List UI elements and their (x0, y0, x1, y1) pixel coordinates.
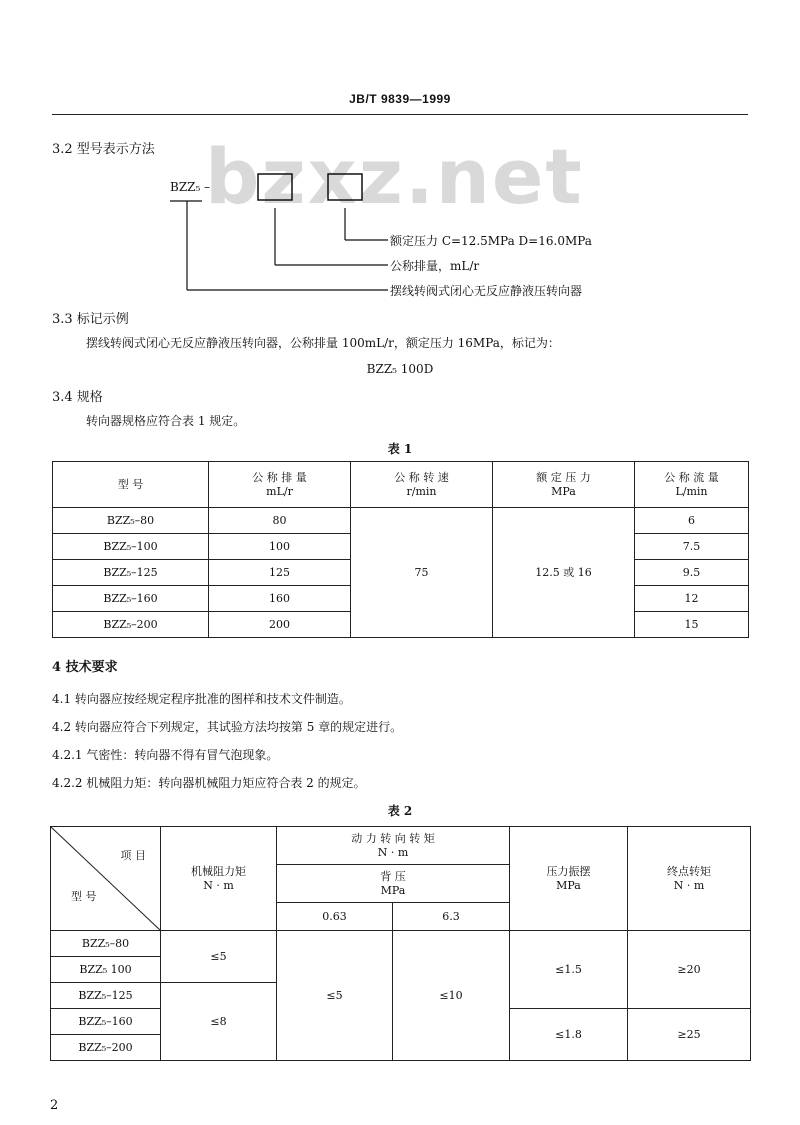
label-displacement: 公称排量，mL/r (390, 259, 480, 273)
col-header-speed: 公 称 转 速 r/min (351, 462, 493, 508)
table-row (53, 508, 749, 534)
para-4-2: 4.2 转向器应符合下列规定，其试验方法均按第 5 章的规定进行。 (52, 720, 403, 734)
flow-cell: 12 (635, 586, 749, 612)
diagonal-header-cell (51, 827, 161, 931)
col-header-end-torque: 终点转矩 N · m (628, 827, 751, 931)
flow-cell: 6 (635, 508, 749, 534)
specification-table (52, 461, 749, 638)
label-rated-pressure: 额定压力 C=12.5MPa D=16.0MPa (390, 234, 592, 248)
speed-cell: 75 (351, 508, 493, 638)
end-torque-cell: ≥25 (628, 1009, 751, 1061)
col-header-pressure-oscillation: 压力振摆 MPa (510, 827, 628, 931)
displacement-cell: 160 (209, 586, 351, 612)
pressure-cell: 12.5 或 16 (493, 508, 635, 638)
flow-cell: 9.5 (635, 560, 749, 586)
table-row (51, 931, 751, 957)
watermark: bzxz.net (205, 132, 584, 221)
displacement-cell: 80 (209, 508, 351, 534)
model-cell: BZZ₅ 100 (51, 957, 161, 983)
section-3-4-text: 转向器规格应符合表 1 规定。 (86, 414, 246, 428)
marking-example: BZZ₅ 100D (366, 362, 434, 376)
col-header-pressure: 额 定 压 力 MPa (493, 462, 635, 508)
model-code-prefix: BZZ₅ – (170, 180, 211, 194)
table-1-title: 表 1 (387, 442, 413, 456)
mech-torque-cell: ≤5 (161, 931, 277, 983)
standard-header: JB/T 9839—1999 (349, 92, 451, 106)
model-code-diagram (0, 0, 800, 300)
torque-table (50, 826, 751, 1061)
displacement-cell: 200 (209, 612, 351, 638)
section-3-4-heading: 3.4 规格 (52, 390, 103, 405)
table-2-title: 表 2 (387, 804, 413, 818)
model-cell: BZZ₅–100 (53, 534, 209, 560)
displacement-cell: 100 (209, 534, 351, 560)
col-header-displacement: 公 称 排 量 mL/r (209, 462, 351, 508)
model-cell: BZZ₅–200 (51, 1035, 161, 1061)
para-4-2-1: 4.2.1 气密性：转向器不得有冒气泡现象。 (52, 748, 279, 762)
diag-label-model: 型 号 (71, 890, 97, 904)
diag-label-item: 项 目 (120, 849, 146, 862)
flow-cell: 15 (635, 612, 749, 638)
model-cell: BZZ₅–125 (51, 983, 161, 1009)
section-3-3-heading: 3.3 标记示例 (52, 312, 129, 327)
bp-63-header: 6.3 (393, 903, 510, 931)
model-cell: BZZ₅–160 (53, 586, 209, 612)
flow-cell: 7.5 (635, 534, 749, 560)
col-header-back-pressure: 背 压 MPa (277, 865, 510, 903)
page-number: 2 (50, 1098, 59, 1113)
label-product-type: 摆线转阀式闭心无反应静液压转向器 (390, 284, 583, 298)
model-cell: BZZ₅–200 (53, 612, 209, 638)
end-torque-cell: ≥20 (628, 931, 751, 1009)
model-cell: BZZ₅–125 (53, 560, 209, 586)
model-cell: BZZ₅–160 (51, 1009, 161, 1035)
torque-063-cell: ≤5 (277, 931, 393, 1061)
col-header-power-torque: 动 力 转 向 转 矩 N · m (277, 827, 510, 865)
section-3-2-heading: 3.2 型号表示方法 (52, 142, 155, 157)
diagonal-line (51, 827, 161, 931)
section-3-3-text: 摆线转阀式闭心无反应静液压转向器，公称排量 100mL/r，额定压力 16MPa，标记为： (86, 336, 560, 350)
table-2-header-row (51, 827, 751, 865)
para-4-1: 4.1 转向器应按经规定程序批准的图样和技术文件制造。 (52, 692, 351, 706)
displacement-cell: 125 (209, 560, 351, 586)
model-cell: BZZ₅–80 (51, 931, 161, 957)
torque-63-cell: ≤10 (393, 931, 510, 1061)
col-header-mech-torque: 机械阻力矩 N · m (161, 827, 277, 931)
col-header-model: 型 号 (53, 462, 209, 508)
pressure-osc-cell: ≤1.8 (510, 1009, 628, 1061)
para-4-2-2: 4.2.2 机械阻力矩：转向器机械阻力矩应符合表 2 的规定。 (52, 776, 366, 790)
col-header-flow: 公 称 流 量 L/min (635, 462, 749, 508)
mech-torque-cell: ≤8 (161, 983, 277, 1061)
model-cell: BZZ₅–80 (53, 508, 209, 534)
table-1-header-row (53, 462, 749, 508)
bp-063-header: 0.63 (277, 903, 393, 931)
pressure-osc-cell: ≤1.5 (510, 931, 628, 1009)
section-4-heading: 4 技术要求 (52, 660, 118, 675)
